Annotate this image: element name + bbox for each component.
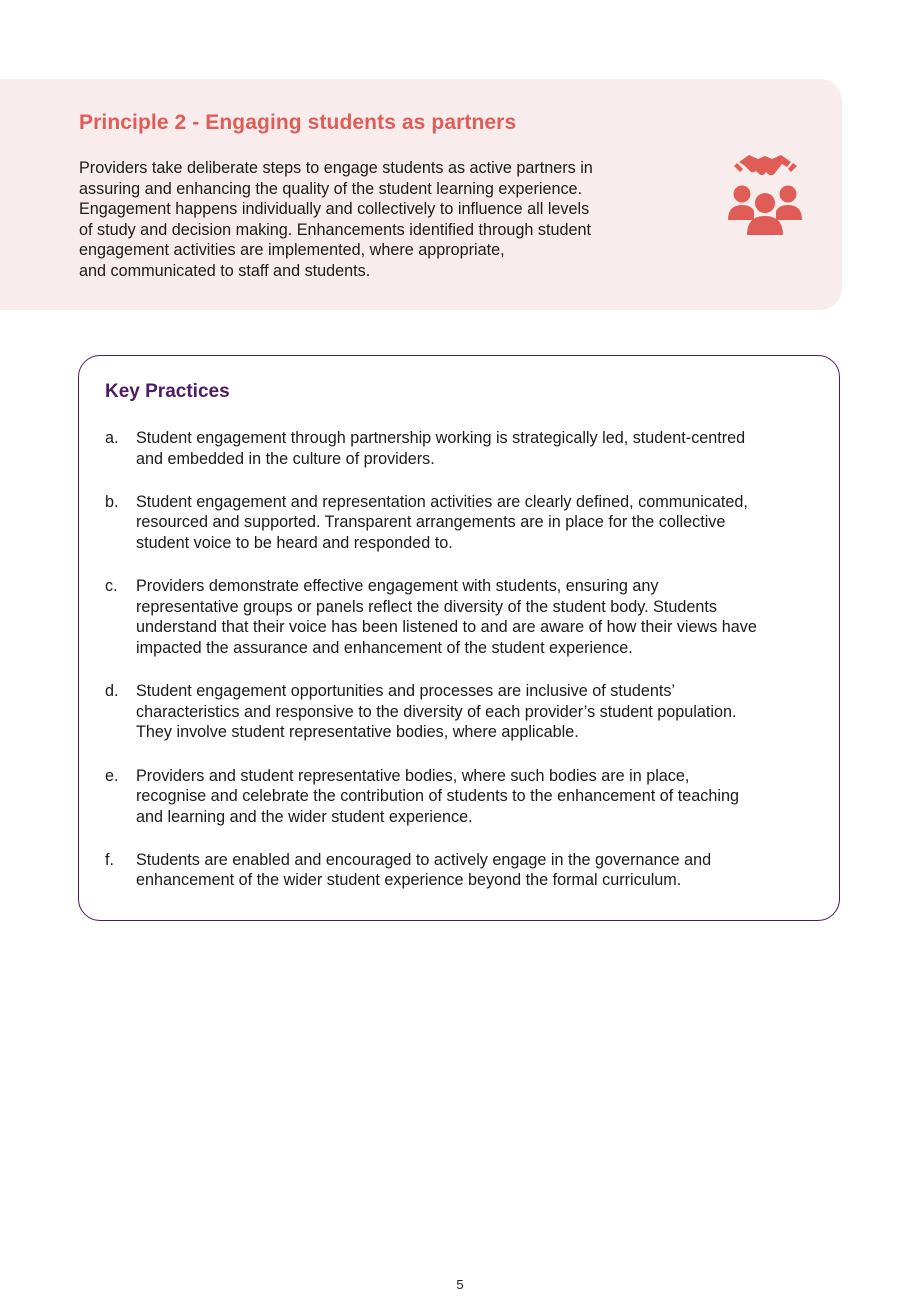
practice-line: characteristics and responsive to the diversity of each provider’s student population. [136,702,737,721]
practice-line: Student engagement opportunities and processes are inclusive of students’ [136,682,676,701]
practice-marker: f. [105,850,114,869]
practice-item [105,766,825,828]
practice-marker: d. [105,682,119,701]
practice-text [136,681,825,743]
practice-line: student voice to be heard and responded to. [136,533,453,552]
handshake-group-icon [725,150,805,238]
practice-line: resourced and supported. Transparent arrangements are in place for the collective [136,513,726,532]
practice-line: impacted the assurance and enhancement of the student experience. [136,638,633,657]
practice-line: enhancement of the wider student experience beyond the formal curriculum. [136,871,682,890]
practice-item [105,576,825,658]
practice-line: Providers and student representative bodies, where such bodies are in place, [136,766,690,785]
practice-text [136,850,825,891]
principle-description-line: Engagement happens individually and collectively to influence all levels [79,200,590,219]
practice-marker: e. [105,766,119,785]
practice-item [105,492,825,554]
practice-line: Student engagement and representation activities are clearly defined, communicated, [136,492,748,511]
practice-item [105,681,825,743]
key-practices-list [105,428,825,914]
principle-description-line: engagement activities are implemented, where appropriate, [79,241,505,260]
principle-description-line: assuring and enhancing the quality of the student learning experience. [79,179,583,198]
practice-text [136,766,825,828]
principle-title: Principle 2 - Engaging students as partners [79,111,517,134]
practice-text [136,492,825,554]
practice-item [105,428,825,469]
practice-line: Students are enabled and encouraged to actively engage in the governance and [136,850,712,869]
practice-line: Providers demonstrate effective engagement with students, ensuring any [136,577,659,596]
practice-line: and learning and the wider student experience. [136,807,473,826]
principle-description-line: Providers take deliberate steps to engage students as active partners in [79,159,593,177]
practice-text [136,576,825,658]
practice-line: They involve student representative bodies, where applicable. [136,723,579,742]
practice-line: recognise and celebrate the contribution of students to the enhancement of teaching [136,787,739,806]
practice-marker: c. [105,577,118,596]
practice-marker: a. [105,429,119,447]
practice-line: understand that their voice has been listened to and are aware of how their views have [136,618,757,637]
practice-text [136,428,825,469]
principle-description-line: of study and decision making. Enhancements identified through student [79,220,592,239]
key-practices-title: Key Practices [105,381,230,402]
principle-description-line: and communicated to staff and students. [79,261,371,280]
practice-item [105,850,825,891]
practice-line: representative groups or panels reflect the diversity of the student body. Students [136,597,717,616]
principle-description [79,158,654,282]
practice-marker: b. [105,492,119,511]
practice-line: and embedded in the culture of providers. [136,449,435,468]
practice-line: Student engagement through partnership working is strategically led, student-centred [136,429,746,447]
page-number: 5 [456,1277,464,1292]
